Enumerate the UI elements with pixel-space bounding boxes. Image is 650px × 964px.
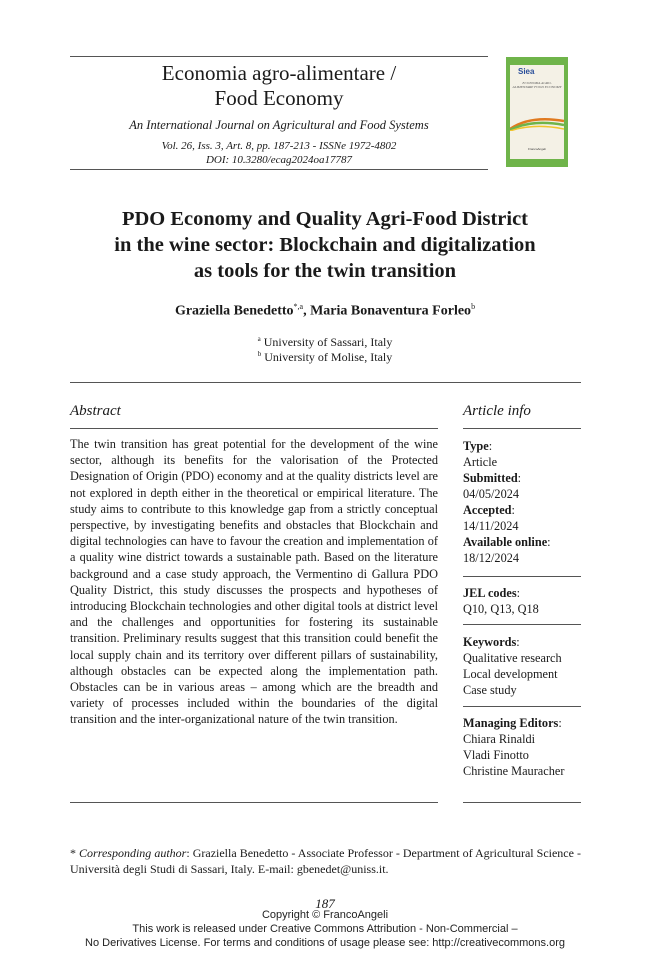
license-line1: This work is released under Creative Commons Attribution - Non-Commercial – bbox=[132, 923, 518, 935]
article-info-top-rule bbox=[463, 428, 581, 429]
submitted-label: Submitted bbox=[463, 471, 518, 485]
header-top-rule bbox=[70, 56, 488, 57]
submitted-value: 04/05/2024 bbox=[463, 487, 520, 501]
affiliation-b bbox=[40, 350, 610, 365]
footnote-label: Corresponding author bbox=[79, 846, 187, 860]
journal-volume-info bbox=[70, 139, 488, 167]
copyright-line: Copyright © FrancoAngeli bbox=[261, 909, 389, 921]
section-divider bbox=[70, 382, 581, 383]
footnote-marker: * bbox=[70, 846, 76, 860]
accepted-value: 14/11/2024 bbox=[463, 519, 519, 533]
cover-wave-graphic bbox=[510, 115, 564, 131]
cover-logo: Siea bbox=[518, 67, 535, 76]
abstract-bottom-rule bbox=[70, 802, 438, 803]
license-line2: No Derivatives License. For terms and conditions of usage please see: http://creativecommons.org bbox=[85, 937, 565, 949]
editor-item: Chiara Rinaldi bbox=[463, 732, 536, 746]
journal-cover-image bbox=[506, 57, 568, 167]
affiliation-marker: b bbox=[257, 350, 262, 358]
paper-title-line2: in the wine sector: Blockchain and digitalization bbox=[114, 234, 536, 256]
author-separator: , bbox=[303, 303, 311, 319]
online-label: Available online bbox=[463, 535, 548, 549]
journal-title-line1: Economia agro-alimentare / bbox=[161, 61, 397, 85]
journal-title bbox=[70, 61, 488, 111]
license-notice bbox=[0, 908, 650, 950]
author-name: Maria Bonaventura Forleo bbox=[310, 303, 472, 319]
keyword-item: Case study bbox=[463, 683, 517, 697]
managing-editors: Managing Editors: Chiara Rinaldi Vladi Finotto Christine Mauracher bbox=[463, 715, 593, 779]
journal-title-line2: Food Economy bbox=[214, 86, 344, 110]
abstract-text: The twin transition has great potential for the development of the wine sector, although its benefits for the valorisation of the Protected Designation of Origin (PDO) economy and at the quality districts level are not explored in depth either in the theoretical or empirical literature. The study aims to contribute to this knowledge gap from a strictly conceptual perspective, by investigating benefits and obstacles that Blockchain and digital technologies can have to favour the creation and implementation of a quality wine district towards a sustainable path. Based on the literature background and a case study approach, the Vermentino di Gallura PDO Quality District, this study discusses the prospects and hypotheses of introducing Blockchain technologies and other digital tools at district level and the challenges and opportunities for fostering its sustainable transition. Preliminary results suggest that this transition could benefit the local supply chain and its territory over different pillars of sustainability, although obstacles can be expected along the implementation path. Obstacles can be in various areas – among which are the breadth and variety of processes included within the boundaries of the digital transition and the inter-organizational nature of the twin transition. bbox=[70, 437, 438, 727]
editors-label: Managing Editors bbox=[463, 716, 559, 730]
journal-subtitle: An International Journal on Agricultural and Food Systems bbox=[129, 118, 429, 132]
affiliation-text: University of Sassari, Italy bbox=[263, 335, 393, 349]
journal-volume: Vol. 26, Iss. 3, Art. 8, pp. 187-213 - ISSNe 1972-4802 bbox=[161, 140, 397, 152]
corresponding-author-footnote bbox=[70, 845, 581, 877]
paper-title-line1: PDO Economy and Quality Agri-Food District bbox=[121, 208, 528, 230]
online-value: 18/12/2024 bbox=[463, 551, 520, 565]
jel-value: Q10, Q13, Q18 bbox=[463, 602, 539, 616]
jel-label: JEL codes bbox=[463, 586, 517, 600]
author-list bbox=[40, 302, 610, 320]
journal-doi: DOI: 10.3280/ecag2024oa17787 bbox=[205, 154, 353, 166]
keywords-label: Keywords bbox=[463, 635, 517, 649]
cover-page bbox=[510, 65, 564, 159]
author-affiliation-marker: *,a bbox=[293, 302, 304, 311]
type-value: Article bbox=[463, 455, 498, 469]
header-bottom-rule bbox=[70, 169, 488, 170]
abstract-heading: Abstract bbox=[70, 403, 121, 419]
accepted-label: Accepted bbox=[463, 503, 512, 517]
info-divider bbox=[463, 576, 581, 577]
info-divider bbox=[463, 706, 581, 707]
affiliation-a bbox=[40, 335, 610, 350]
paper-title bbox=[40, 206, 610, 284]
abstract-top-rule bbox=[70, 428, 438, 429]
keyword-item: Local development bbox=[463, 667, 558, 681]
footnote-text: : Graziella Benedetto - Associate Professor - Department of Agricultural Science - Università degli Studi di Sassari, Italy. E-mail: gbenedet@uniss.it. bbox=[70, 846, 581, 876]
author-affiliation-marker: b bbox=[471, 302, 476, 311]
jel-codes: JEL codes: Q10, Q13, Q18 bbox=[463, 585, 593, 617]
cover-title: ECONOMIA AGRO-ALIMENTARE FOOD ECONOMY bbox=[512, 81, 562, 89]
affiliation-text: University of Molise, Italy bbox=[264, 350, 393, 364]
article-info-bottom-rule bbox=[463, 802, 581, 803]
page-number: 187 bbox=[315, 896, 335, 911]
type-label: Type bbox=[463, 439, 489, 453]
article-info-heading: Article info bbox=[463, 403, 531, 419]
editor-item: Vladi Finotto bbox=[463, 748, 529, 762]
keyword-item: Qualitative research bbox=[463, 651, 562, 665]
article-dates: Type: Article Submitted: 04/05/2024 Accepted: 14/11/2024 Available online: 18/12/2024 bbox=[463, 438, 593, 566]
affiliation-marker: a bbox=[257, 335, 261, 343]
paper-title-line3: as tools for the twin transition bbox=[193, 260, 457, 282]
author-name: Graziella Benedetto bbox=[174, 303, 294, 319]
info-divider bbox=[463, 624, 581, 625]
keywords: Keywords: Qualitative research Local development Case study bbox=[463, 634, 593, 698]
editor-item: Christine Mauracher bbox=[463, 764, 565, 778]
cover-publisher: FrancoAngeli bbox=[528, 147, 546, 151]
